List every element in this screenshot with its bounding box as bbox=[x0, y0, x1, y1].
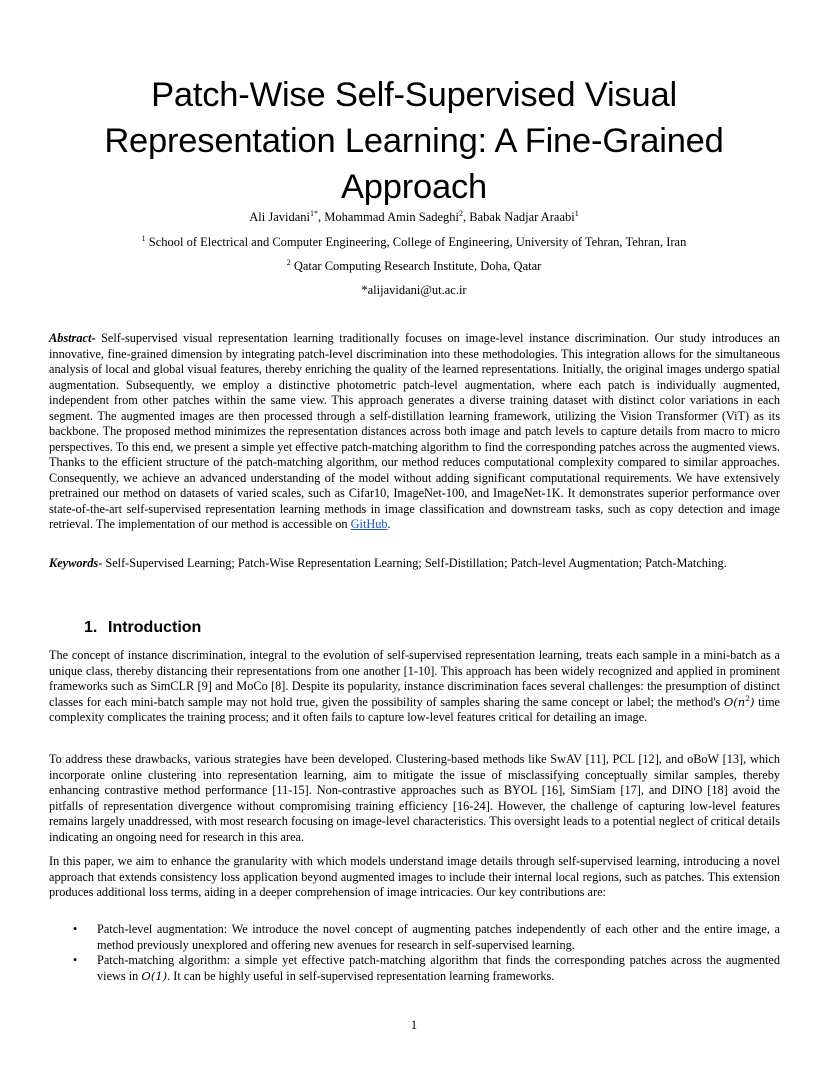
title-line: Approach bbox=[340, 168, 488, 206]
section-number: 1. bbox=[84, 619, 98, 636]
list-item-text: Patch-level augmentation: We introduce the novel concept of augmenting patches independently of each other and the entire image, a method previously unexplored and offering new avenues for research in self-supervised learning. bbox=[97, 922, 780, 952]
author-list bbox=[60, 209, 768, 225]
list-item bbox=[49, 953, 780, 984]
list-item-text: . It can be highly useful in self-supervised representation learning frameworks. bbox=[167, 968, 555, 983]
abstract-label: Abstract- bbox=[49, 331, 96, 345]
list-item bbox=[49, 922, 780, 953]
section-title: Introduction bbox=[108, 619, 202, 636]
abstract-text: Self-supervised visual representation learning traditionally focuses on image-level instance discrimination. Our study introduces an innovative, fine-grained dimension by integrating patch-level discrimination into these methodologies. This integration allows for the simultaneous analysis of local and global visual features, thereby enriching the quality of the learned representations. Initially, the original images undergo spatial augmentation. Subsequently, we employ a distinctive photometric patch-level augmentation, where each patch is individually augmented, independent from other patches within the same view. This approach generates a diverse training dataset with distinct color variations in each segment. The augmented images are then processed through a self-distillation learning framework, utilizing the Vision Transformer (ViT) as its backbone. The proposed method minimizes the representation distances across both image and patch levels to capture details from macro to micro perspectives. To this end, we present a simple yet effective patch-matching algorithm to find the corresponding patches across the augmented views. Thanks to the efficient structure of the patch-matching algorithm, our method reduces computational complexity compared to similar approaches. Consequently, we achieve an advanced understanding of the model without adding significant computational requirements. We have extensively pretrained our method on datasets of varied scales, such as Cifar10, ImageNet-100, and ImageNet-1K. It demonstrates superior performance over state-of-the-art self-supervised representation learning methods in image classification and downstream tasks, such as copy detection and image retrieval. The implementation of our method is accessible on bbox=[49, 331, 781, 531]
keywords-text: - Self-Supervised Learning; Patch-Wise Representation Learning; Self-Distillation; Patch-level Augmentation; Patch-Matching. bbox=[98, 556, 727, 570]
math-expression bbox=[724, 695, 755, 709]
affiliation bbox=[60, 258, 768, 274]
author-name: Babak Nadjar Araabi bbox=[469, 210, 575, 224]
intro-paragraph bbox=[49, 648, 780, 726]
github-link[interactable]: GitHub bbox=[350, 517, 388, 531]
author-affiliation-mark: 1* bbox=[310, 209, 319, 218]
affiliation bbox=[40, 234, 788, 250]
page-number: 1 bbox=[410, 1018, 418, 1032]
paragraph-text: time complexity complicates the training process; and it often fails to capture low-level features critical for detailing an image. bbox=[49, 694, 780, 725]
contributions-list bbox=[49, 922, 780, 984]
author-separator: , bbox=[462, 210, 470, 224]
keywords bbox=[49, 556, 780, 572]
section-heading-introduction bbox=[84, 618, 201, 638]
affiliation-text: Qatar Computing Research Institute, Doha, Qatar bbox=[293, 259, 542, 273]
math-exponent: 2 bbox=[745, 693, 750, 703]
list-item-text: Patch-matching algorithm: a simple yet effective patch-matching algorithm that finds the corresponding patches across the augmented views in bbox=[97, 953, 780, 983]
abstract-end: . bbox=[387, 517, 391, 531]
intro-paragraph: In this paper, we aim to enhance the granularity with which models understand image details through self-supervised learning, introducing a novel approach that extends consistency loss application beyond augmented images to include their internal local regions, such as patches. This extension produces additional loss terms, aiding in a deeper comprehension of image intricacies. Our key contributions are: bbox=[49, 854, 780, 900]
author-affiliation-mark: 1 bbox=[574, 209, 579, 218]
affiliation-text: School of Electrical and Computer Engineering, College of Engineering, University of Tehran, Tehran, Iran bbox=[148, 235, 687, 249]
author-name: Ali Javidani bbox=[249, 210, 311, 224]
author-name: Mohammad Amin Sadeghi bbox=[324, 210, 459, 224]
paragraph-text: The concept of instance discrimination, integral to the evolution of self-supervised representation learning, treats each sample in a mini-batch as a unique class, thereby distancing their representations from one another [1-10]. This approach has been widely recognized and applied in prominent frameworks such as SimCLR [9] and MoCo [8]. Despite its popularity, instance discrimination faces several challenges: the presumption of distinct classes for each mini-batch sample may not hold true, given the possibility of samples sharing the same concept or label; the method's bbox=[49, 648, 780, 709]
bullet-icon: • bbox=[73, 953, 78, 968]
intro-paragraph: To address these drawbacks, various strategies have been developed. Clustering-based methods like SwAV [11], PCL [12], and oBoW [13], which incorporate online clustering into representation learning, aim to mitigate the issue of misclassifying conceptually similar samples, thereby enhancing contrastive method performance [11-15]. Non-contrastive approaches such as BYOL [16], SimSiam [17], and DINO [18] avoid the pitfalls of representation divergence without compromising training efficiency [16-24]. However, the challenge of capturing low-level features remains largely unaddressed, with most research focusing on image-level characteristics. This oversight leads to a potential neglect of critical details indicating an ongoing need for research in this area. bbox=[49, 752, 780, 844]
author-affiliation-mark: 2 bbox=[458, 209, 463, 218]
paper-title bbox=[60, 72, 768, 210]
affiliation-mark: 1 bbox=[141, 234, 146, 243]
affiliation-mark: 2 bbox=[286, 258, 291, 267]
keywords-label: Keywords bbox=[49, 556, 99, 570]
math-expression: O(1) bbox=[141, 968, 168, 983]
bullet-icon: • bbox=[73, 922, 78, 936]
author-separator: , bbox=[318, 210, 325, 224]
title-line: Patch-Wise Self-Supervised Visual bbox=[151, 76, 677, 114]
math-base: O(n bbox=[723, 694, 746, 709]
math-close: ) bbox=[749, 694, 755, 709]
corresponding-email: *alijavidani@ut.ac.ir bbox=[361, 283, 467, 297]
title-line: Representation Learning: A Fine-Grained bbox=[104, 122, 724, 160]
abstract bbox=[49, 331, 780, 533]
